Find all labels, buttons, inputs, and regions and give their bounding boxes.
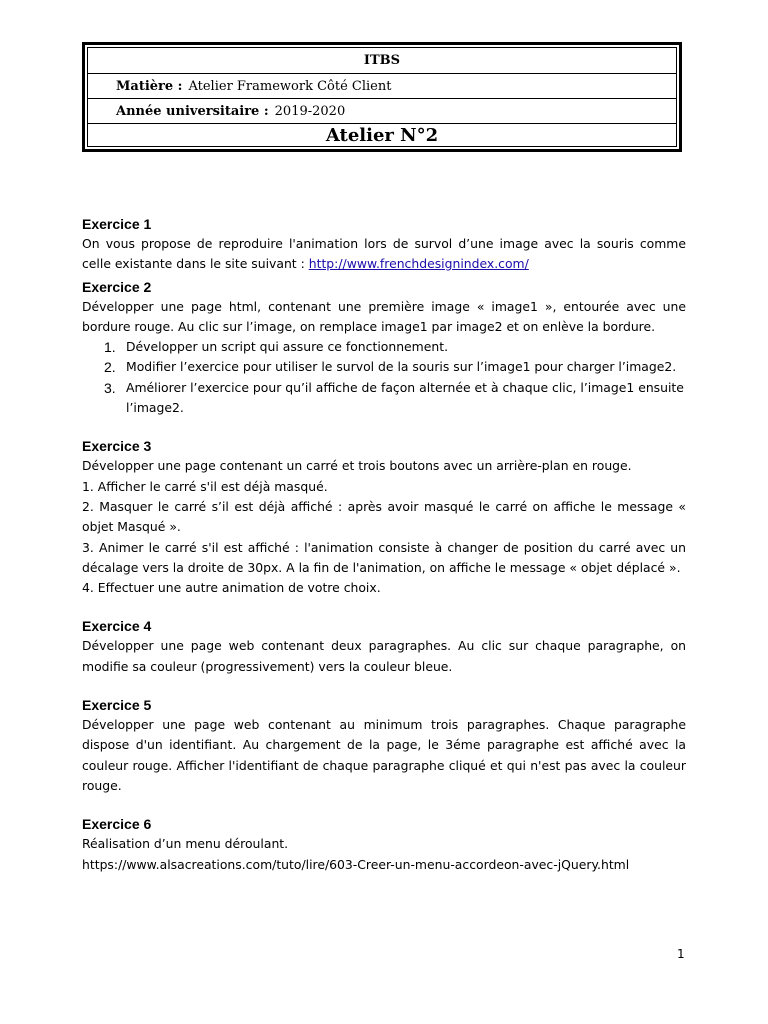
exercise-5-text: Développer une page web contenant au minimum trois paragraphes. Chaque paragraphe dispose d'un identifiant. Au chargement de la page, le 3éme paragraphe est affiché avec la couleur rouge. Afficher l'identifiant de chaque paragraphe cliqué et qui n'est pas avec la couleur rouge. [82,717,686,793]
exercise-3-line: 2. Masquer le carré s’il est déjà affiché : après avoir masqué le carré on affiche le message « objet Masqué ». [82,498,686,535]
header-table [87,47,677,147]
list-item [104,337,686,357]
exercise-3-line: Développer une page contenant un carré et trois boutons avec un arrière-plan en rouge. [82,458,632,474]
exercise-1-statement: On vous propose de reproduire l'animation lors de survol d’une image avec la souris comme celle existante dans le site suivant : [82,236,686,272]
document-body [82,214,686,875]
list-item-text: Améliorer l’exercice pour qu’il affiche de façon alternée et à chaque clic, l’image1 ensuite l’image2. [126,379,684,416]
list-item-text: Développer un script qui assure ce fonctionnement. [126,339,449,355]
exercise-2-title: Exercice 2 [82,278,152,295]
exercise-6-title: Exercice 6 [82,816,152,833]
exercise-2-steps [82,337,686,418]
school-name: ITBS [88,48,676,74]
year-label: Année universitaire : [116,103,269,119]
subject-value: Atelier Framework Côté Client [188,78,392,94]
subject-row [88,74,676,99]
exercise-3-line: 3. Animer le carré s'il est affiché : l'animation consiste à changer de position du carré avec un décalage vers la droite de 30px. A la fin de l'animation, on affiche le message « objet déplacé ». [82,539,686,575]
exercise-2-text: Développer une page html, contenant une première image « image1 », entourée avec une bordure rouge. Au clic sur l’image, on remplace image1 par image2 et on enlève la bordure. [82,298,686,334]
page-number: 1 [677,947,685,961]
exercise-3-line: 4. Effectuer une autre animation de votre choix. [82,580,381,596]
exercise-4-title: Exercice 4 [82,618,152,635]
exercise-5-title: Exercice 5 [82,697,152,714]
exercise-1-text [82,234,686,275]
year-value: 2019-2020 [274,103,346,119]
header-box [82,42,682,152]
exercise-3-title: Exercice 3 [82,438,152,455]
list-item-number: 1. [104,339,116,356]
list-item-number: 2. [104,359,116,376]
exercise-1-title: Exercice 1 [82,216,152,232]
subject-label: Matière : [116,78,183,94]
list-item [104,378,686,419]
exercise-6-url: https://www.alsacreations.com/tuto/lire/603-Creer-un-menu-accordeon-avec-jQuery.html [82,856,630,872]
list-item-text: Modifier l’exercice pour utiliser le survol de la souris sur l’image1 pour charger l’image2. [126,359,677,375]
list-item [104,357,686,377]
exercise-6-line: Réalisation d’un menu déroulant. [82,836,289,852]
list-item-number: 3. [104,379,116,396]
exercise-4-text: Développer une page web contenant deux paragraphes. Au clic sur chaque paragraphe, on modifie sa couleur (progressivement) vers la couleur bleue. [82,638,686,674]
atelier-title: Atelier N°2 [325,124,439,146]
exercise-1-link[interactable]: http://www.frenchdesignindex.com/ [308,256,529,272]
exercise-3-line: 1. Afficher le carré s'il est déjà masqué. [82,478,328,494]
year-row [88,99,676,124]
